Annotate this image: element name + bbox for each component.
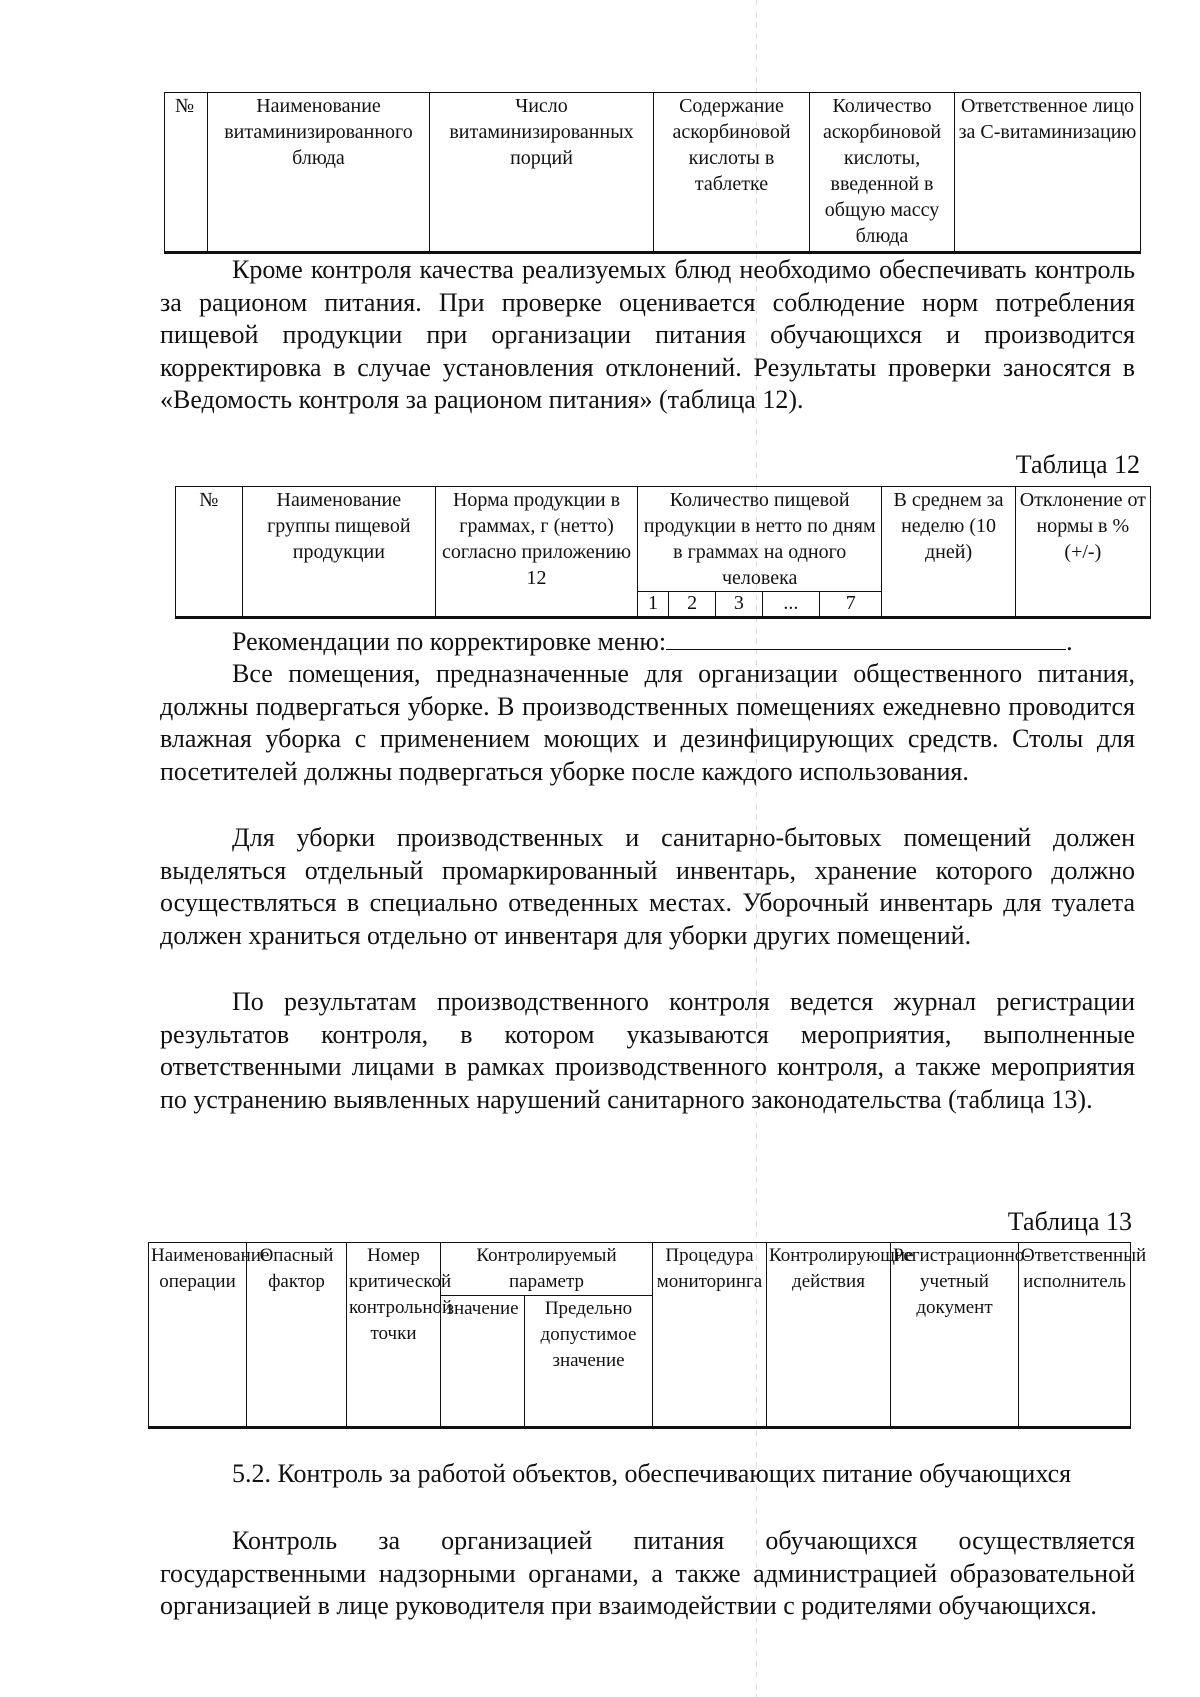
day-cell: 1 <box>637 592 668 618</box>
table13-caption: Таблица 13 <box>1007 1207 1132 1236</box>
table-header-cell: значение <box>441 1296 525 1428</box>
table-header-cell: В среднем за неделю (10 дней) <box>882 487 1015 618</box>
table-row <box>165 93 1141 253</box>
table-header-cell: Опасный фактор <box>247 1243 347 1428</box>
table-header-cell: Регистрационно-учетный документ <box>891 1243 1019 1428</box>
diet-control-table <box>175 486 1151 619</box>
table-header-cell: Содержание аскорбиновой кислоты в таблетке <box>654 93 810 253</box>
day-cell: 3 <box>715 592 762 618</box>
table-header-cell: Процедура мониторинга <box>653 1243 767 1428</box>
table-row <box>149 1243 1131 1296</box>
day-cell: ... <box>762 592 819 618</box>
table-header-cell: Наименование витаминизированного блюда <box>208 93 430 253</box>
paragraph-inventory: Для уборки производственных и санитарно-бытовых помещений должен выделяться отдельный промаркированный инвентарь, хранение которого должно осуществляться в специально отведенных местах. Уборочный инвентарь для туалета должен храниться отдельно от инвентаря для уборки других помещений. <box>160 823 1135 950</box>
table-header-cell: Количество аскорбиновой кислоты, введенной в общую массу блюда <box>810 93 955 253</box>
day-cell: 2 <box>669 592 716 618</box>
table-header-cell: № <box>165 93 208 253</box>
table-header-cell: Число витаминизированных порций <box>430 93 654 253</box>
paragraph-control-organization: Контроль за организацией питания обучающихся осуществляется государственными надзорными органами, а также администрацией образовательной организацией в лице руководителя при взаимодействии с родителями обучающихся. <box>160 1526 1135 1620</box>
table-header-cell: Контролируемый параметр <box>441 1243 653 1296</box>
paragraph-journal: По результатам производственного контроля ведется журнал регистрации результатов контроля, в котором указываются мероприятия, выполненные ответственными лицами в рамках производственного контроля, а также мероприятия по устранению выявленных нарушений санитарного законодательства (таблица 13). <box>160 987 1135 1114</box>
table-header-cell: Количество пищевой продукции в нетто по дням в граммах на одного человека <box>637 487 882 592</box>
production-control-table <box>148 1242 1147 1429</box>
paragraph-diet-control: Кроме контроля качества реализуемых блюд необходимо обеспечивать контроль за рационом питания. При проверке оценивается соблюдение норм потребления пищевой продукции при организации питания обучающихся и производится корректировка в случае установления отклонений. Результаты проверки заносятся в «Ведомость контроля за рационом питания» (таблица 12). <box>160 255 1135 414</box>
recommendations-blank <box>666 625 1066 650</box>
table-header-cell: Предельно допустимое значение <box>525 1296 653 1428</box>
table-header-cell: Ответственный исполнитель <box>1019 1243 1131 1428</box>
table-header-cell: Ответственное лицо за С-витаминизацию <box>955 93 1141 253</box>
table-header-cell: № <box>176 487 243 618</box>
table-header-cell: Отклонение от нормы в % (+/-) <box>1015 487 1150 618</box>
table-header-cell: Номер критической контрольной точки <box>347 1243 441 1428</box>
vitaminization-table <box>164 92 1141 254</box>
table-header-cell: Наименование группы пищевой продукции <box>242 487 436 618</box>
table12-caption: Таблица 12 <box>1015 450 1140 479</box>
paragraph-cleaning: Все помещения, предназначенные для организации общественного питания, должны подвергаться уборке. В производственных помещениях ежедневно проводится влажная уборка с применением моющих и дезинфицирующих средств. Столы для посетителей должны подвергаться уборке после каждого использования. <box>160 659 1135 786</box>
section-heading: 5.2. Контроль за работой объектов, обеспечивающих питание обучающихся <box>232 1459 1072 1488</box>
recommendations-line: Рекомендации по корректировке меню: . <box>232 627 1073 656</box>
day-cell: 7 <box>820 592 882 618</box>
table-row <box>176 487 1151 592</box>
table-header-cell: Наименование операции <box>149 1243 247 1428</box>
table-header-cell: Контролирующие действия <box>767 1243 891 1428</box>
table-header-cell: Норма продукции в граммах, г (нетто) согласно приложению 12 <box>436 487 638 618</box>
